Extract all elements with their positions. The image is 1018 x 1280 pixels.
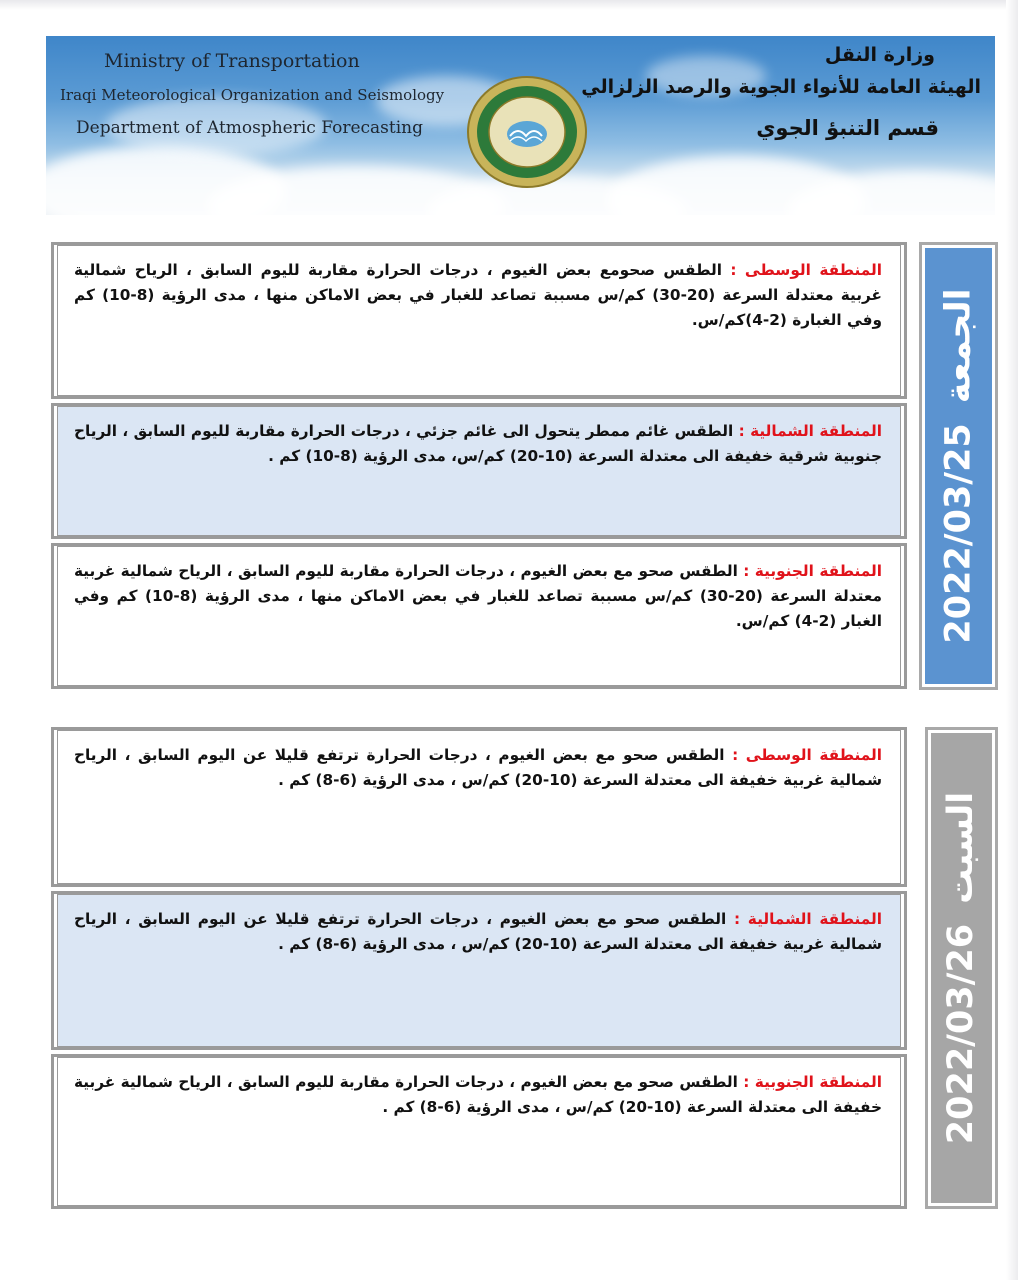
page-side-shadow xyxy=(1006,0,1018,1280)
organization-logo-icon xyxy=(466,74,588,190)
region-forecast-text: الطقس صحو مع بعض الغيوم ، درجات الحرارة مقاربة لليوم السابق ، الرياح شمالية غربية معتدلة السرعة (20-30) كم/س مسببة تصاعد للغبار في بعض الاماكن منها ، مدى الرؤية (8-10) كم وفي الغبار (2-4) كم/س. xyxy=(74,562,882,630)
header-organization-en: Iraqi Meteorological Organization and Seismology xyxy=(60,86,445,104)
region-name-north: المنطقة الشمالية : xyxy=(738,422,883,440)
region-forecast-text: الطقس صحو مع بعض الغيوم ، درجات الحرارة ترتفع قليلا عن اليوم السابق ، الرياح شمالية غربية خفيفة الى معتدلة السرعة (10-20) كم/س ، مدى الرؤية (6-8) كم . xyxy=(74,746,882,789)
day2-date-tab xyxy=(925,727,998,1209)
region-forecast-text: الطقس صحو مع بعض الغيوم ، درجات الحرارة ترتفع قليلا عن اليوم السابق ، الرياح شمالية غربية خفيفة الى معتدلة السرعة (10-20) كم/س ، مدى الرؤية (6-8) كم . xyxy=(74,910,882,953)
day1-north-region-text-area xyxy=(57,406,901,536)
day2-north-region-box xyxy=(51,891,907,1050)
day1-date-label xyxy=(939,288,979,643)
day-name: السبت xyxy=(941,791,982,904)
day2-south-region-text-area xyxy=(57,1057,901,1206)
day1-south-region-box xyxy=(51,543,907,689)
day1-date-tab-fill xyxy=(925,248,992,684)
region-forecast-text: الطقس غائم ممطر يتحول الى غائم جزئي ، درجات الحرارة مقاربة لليوم السابق ، الرياح جنوبية شرقية خفيفة الى معتدلة السرعة (10-20) كم/س، مدى الرؤية (8-10) كم . xyxy=(74,422,882,465)
day2-central-region-box xyxy=(51,727,907,887)
day2-central-region-text-area xyxy=(57,730,901,884)
header-ministry-ar: وزارة النقل xyxy=(824,44,935,66)
day1-central-region-text-area xyxy=(57,245,901,396)
region-name-central: المنطقة الوسطى : xyxy=(730,261,883,279)
header-ministry-en: Ministry of Transportation xyxy=(104,50,360,72)
region-name-north: المنطقة الشمالية : xyxy=(733,910,882,928)
day2-north-region-text-area xyxy=(57,894,901,1047)
day2-date-label xyxy=(942,792,982,1144)
header-department-en: Department of Atmospheric Forecasting xyxy=(76,118,423,138)
region-forecast-text: الطقس صحومع بعض الغيوم ، درجات الحرارة مقاربة لليوم السابق ، الرياح شمالية غربية معتدلة السرعة (20-30) كم/س مسببة تصاعد للغبار في بعض الاماكن منها ، مدى الرؤية (8-10) كم وفي الغبارة (2-4)كم/س. xyxy=(74,261,883,329)
date-value: 2022/03/25 xyxy=(938,423,979,644)
date-value: 2022/03/26 xyxy=(941,923,982,1145)
header-department-ar: قسم التنبؤ الجوي xyxy=(756,116,939,140)
region-name-south: المنطقة الجنوبية : xyxy=(743,1073,882,1091)
header-organization-ar: الهيئة العامة للأنواء الجوية والرصد الزلزالي xyxy=(581,76,981,98)
day2-date-tab-fill xyxy=(931,733,992,1203)
day2-south-region-box xyxy=(51,1054,907,1209)
day1-south-region-text-area xyxy=(57,546,901,686)
day1-north-region-box xyxy=(51,403,907,539)
header-banner xyxy=(46,36,995,215)
region-forecast-text: الطقس صحو مع بعض الغيوم ، درجات الحرارة مقاربة لليوم السابق ، الرياح شمالية غربية خفيفة الى معتدلة السرعة (10-20) كم/س ، مدى الرؤية (6-8) كم . xyxy=(74,1073,882,1116)
page-top-edge xyxy=(0,0,1018,10)
region-name-central: المنطقة الوسطى : xyxy=(732,746,882,764)
day-name: الجمعة xyxy=(938,288,979,404)
day1-central-region-box xyxy=(51,242,907,399)
day1-date-tab xyxy=(919,242,998,690)
region-name-south: المنطقة الجنوبية : xyxy=(743,562,882,580)
